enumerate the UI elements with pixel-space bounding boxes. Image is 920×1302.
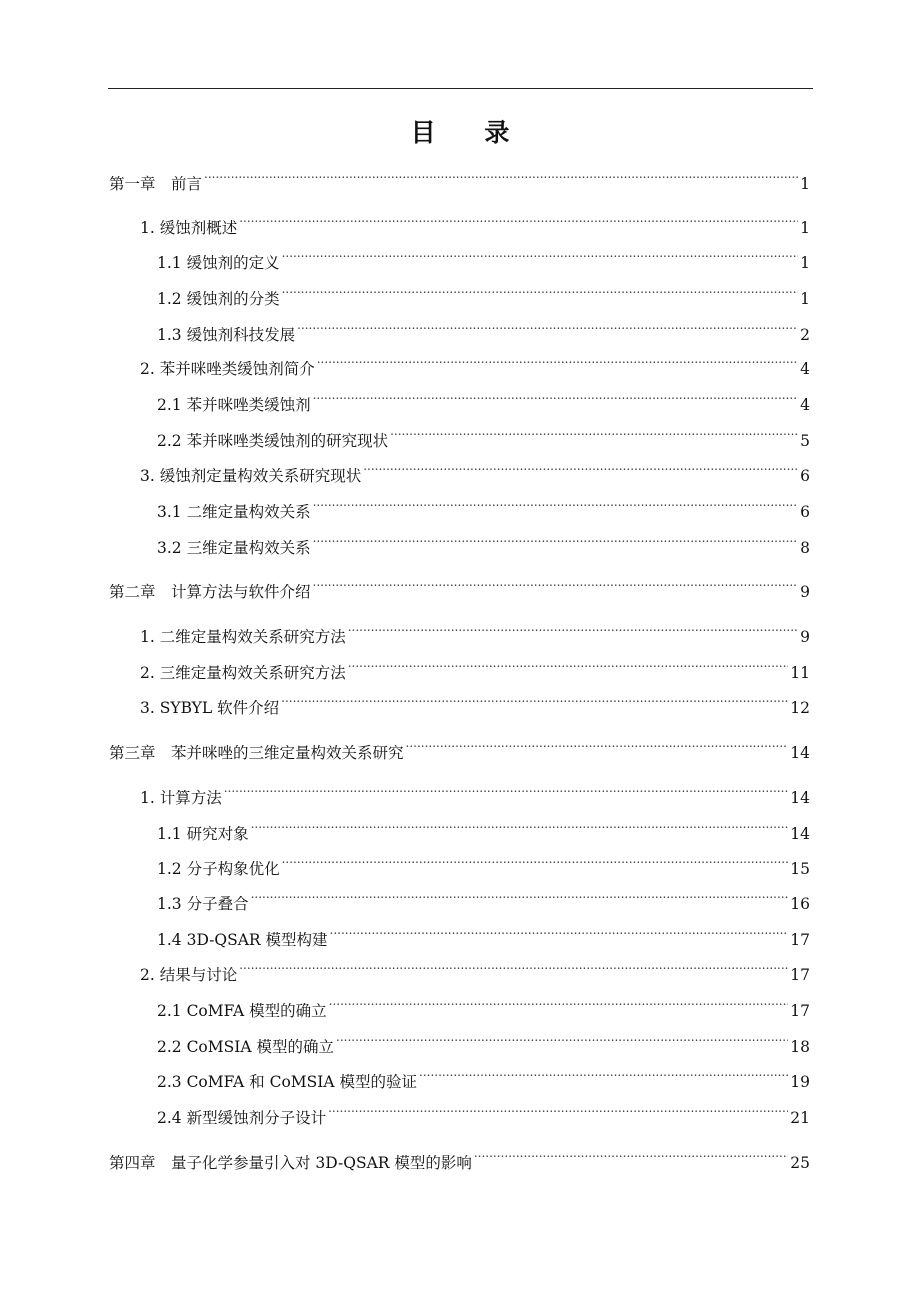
toc-entry[interactable] <box>157 817 810 845</box>
toc-entry-label: 1.1 缓蚀剂的定义 <box>157 254 280 272</box>
toc-entry[interactable] <box>157 531 810 559</box>
toc-entry-label: 1.4 3D-QSAR 模型构建 <box>157 931 328 949</box>
toc-page-number: 18 <box>790 1038 810 1056</box>
toc-page-number: 6 <box>800 503 810 521</box>
toc-entry[interactable] <box>140 620 810 648</box>
toc-entry[interactable] <box>157 1101 810 1129</box>
toc-dot-leader <box>313 495 799 517</box>
toc-page-number: 1 <box>800 219 810 237</box>
toc-entry[interactable] <box>157 923 810 951</box>
toc-entry[interactable] <box>157 246 810 274</box>
toc-entry-label: 1. 二维定量构效关系研究方法 <box>140 628 346 646</box>
toc-page-number: 9 <box>800 583 810 601</box>
toc-dot-leader <box>363 459 798 481</box>
toc-entry-label: 3. SYBYL 软件介绍 <box>140 699 280 717</box>
toc-entry-label: 2.2 苯并咪唑类缓蚀剂的研究现状 <box>157 432 389 450</box>
toc-entry-label: 2.3 CoMFA 和 CoMSIA 模型的验证 <box>157 1073 418 1091</box>
toc-entry-label: 第四章 量子化学参量引入对 3D-QSAR 模型的影响 <box>109 1154 472 1172</box>
toc-entry[interactable] <box>109 575 810 603</box>
toc-dot-leader <box>474 1146 788 1168</box>
toc-entry[interactable] <box>157 495 810 523</box>
toc-entry-label: 2. 结果与讨论 <box>140 966 238 984</box>
toc-entry-label: 3. 缓蚀剂定量构效关系研究现状 <box>140 467 362 485</box>
toc-page-number: 16 <box>790 895 810 913</box>
toc-entry-label: 1.3 分子叠合 <box>157 895 249 913</box>
toc-dot-leader <box>313 388 799 410</box>
toc-dot-leader <box>282 282 799 304</box>
toc-entry[interactable] <box>157 1030 810 1058</box>
toc-entry-label: 第一章 前言 <box>109 175 203 193</box>
toc-dot-leader <box>224 781 789 803</box>
toc-entry[interactable] <box>140 958 810 986</box>
toc-page-number: 4 <box>800 360 810 378</box>
toc-page-number: 17 <box>790 1002 810 1020</box>
toc-dot-leader <box>282 246 799 268</box>
toc-dot-leader <box>251 887 789 909</box>
toc-dot-leader <box>251 817 789 839</box>
toc-dot-leader <box>239 211 798 233</box>
toc-entry[interactable] <box>109 167 810 195</box>
toc-dot-leader <box>239 958 788 980</box>
toc-entry[interactable] <box>157 887 810 915</box>
toc-entry-label: 2. 三维定量构效关系研究方法 <box>140 664 346 682</box>
toc-page-number: 21 <box>790 1109 810 1127</box>
toc-dot-leader <box>328 1101 788 1123</box>
toc-entry-label: 1.2 分子构象优化 <box>157 860 280 878</box>
toc-entry-label: 3.2 三维定量构效关系 <box>157 539 311 557</box>
toc-dot-leader <box>282 852 789 874</box>
toc-entry[interactable] <box>157 388 810 416</box>
toc-page-number: 1 <box>800 254 810 272</box>
toc-entry[interactable] <box>140 211 810 239</box>
toc-entry[interactable] <box>109 1146 810 1174</box>
toc-entry[interactable] <box>157 424 810 452</box>
toc-page-number: 15 <box>790 860 810 878</box>
toc-page-number: 19 <box>790 1073 810 1091</box>
toc-entry[interactable] <box>140 459 810 487</box>
toc-dot-leader <box>297 318 798 340</box>
toc-page-number: 6 <box>800 467 810 485</box>
toc-dot-leader <box>419 1065 788 1087</box>
toc-entry-label: 1.1 研究对象 <box>157 825 249 843</box>
toc-entry[interactable] <box>157 318 810 346</box>
toc-dot-leader <box>313 575 799 597</box>
toc-entry-label: 2. 苯并咪唑类缓蚀剂简介 <box>140 360 315 378</box>
toc-entry-label: 2.2 CoMSIA 模型的确立 <box>157 1038 335 1056</box>
toc-dot-leader <box>406 736 789 758</box>
toc-page-number: 1 <box>800 290 810 308</box>
toc-entry[interactable] <box>140 656 810 684</box>
toc-page-number: 1 <box>800 175 810 193</box>
toc-dot-leader <box>330 923 789 945</box>
toc-dot-leader <box>317 352 798 374</box>
toc-entry-label: 第三章 苯并咪唑的三维定量构效关系研究 <box>109 744 404 762</box>
toc-dot-leader <box>313 531 799 553</box>
toc-entry-label: 2.1 CoMFA 模型的确立 <box>157 1002 327 1020</box>
toc-entry-label: 3.1 二维定量构效关系 <box>157 503 311 521</box>
toc-dot-leader <box>329 994 789 1016</box>
toc-page-number: 2 <box>800 326 810 344</box>
toc-page-number: 9 <box>800 628 810 646</box>
toc-page-number: 17 <box>790 966 810 984</box>
toc-entry-label: 1.2 缓蚀剂的分类 <box>157 290 280 308</box>
toc-page-number: 14 <box>790 825 810 843</box>
toc-entry[interactable] <box>140 691 810 719</box>
toc-page-number: 11 <box>790 664 810 682</box>
toc-dot-leader <box>281 691 788 713</box>
toc-entry[interactable] <box>109 736 810 764</box>
toc-entry-label: 1. 计算方法 <box>140 789 222 807</box>
toc-dot-leader <box>348 620 798 642</box>
toc-page-number: 5 <box>800 432 810 450</box>
toc-page-number: 4 <box>800 396 810 414</box>
toc-entry[interactable] <box>140 781 810 809</box>
toc-entry[interactable] <box>157 1065 810 1093</box>
toc-dot-leader <box>390 424 798 446</box>
toc-entry[interactable] <box>157 994 810 1022</box>
toc-entry-label: 2.4 新型缓蚀剂分子设计 <box>157 1109 327 1127</box>
toc-entry-label: 1.3 缓蚀剂科技发展 <box>157 326 296 344</box>
toc-page-number: 12 <box>790 699 810 717</box>
toc-dot-leader <box>348 656 789 678</box>
toc-page-number: 14 <box>790 789 810 807</box>
toc-page-number: 17 <box>790 931 810 949</box>
page-title: 目 录 <box>410 118 530 147</box>
toc-entry-label: 第二章 计算方法与软件介绍 <box>109 583 311 601</box>
toc-dot-leader <box>336 1030 788 1052</box>
toc-page-number: 25 <box>790 1154 810 1172</box>
toc-entry-label: 1. 缓蚀剂概述 <box>140 219 238 237</box>
toc-page-number: 8 <box>800 539 810 557</box>
toc-dot-leader <box>204 167 798 189</box>
toc-entry[interactable] <box>157 852 810 880</box>
toc-entry[interactable] <box>140 352 810 380</box>
toc-entry-label: 2.1 苯并咪唑类缓蚀剂 <box>157 396 311 414</box>
toc-entry[interactable] <box>157 282 810 310</box>
toc-page-number: 14 <box>790 744 810 762</box>
